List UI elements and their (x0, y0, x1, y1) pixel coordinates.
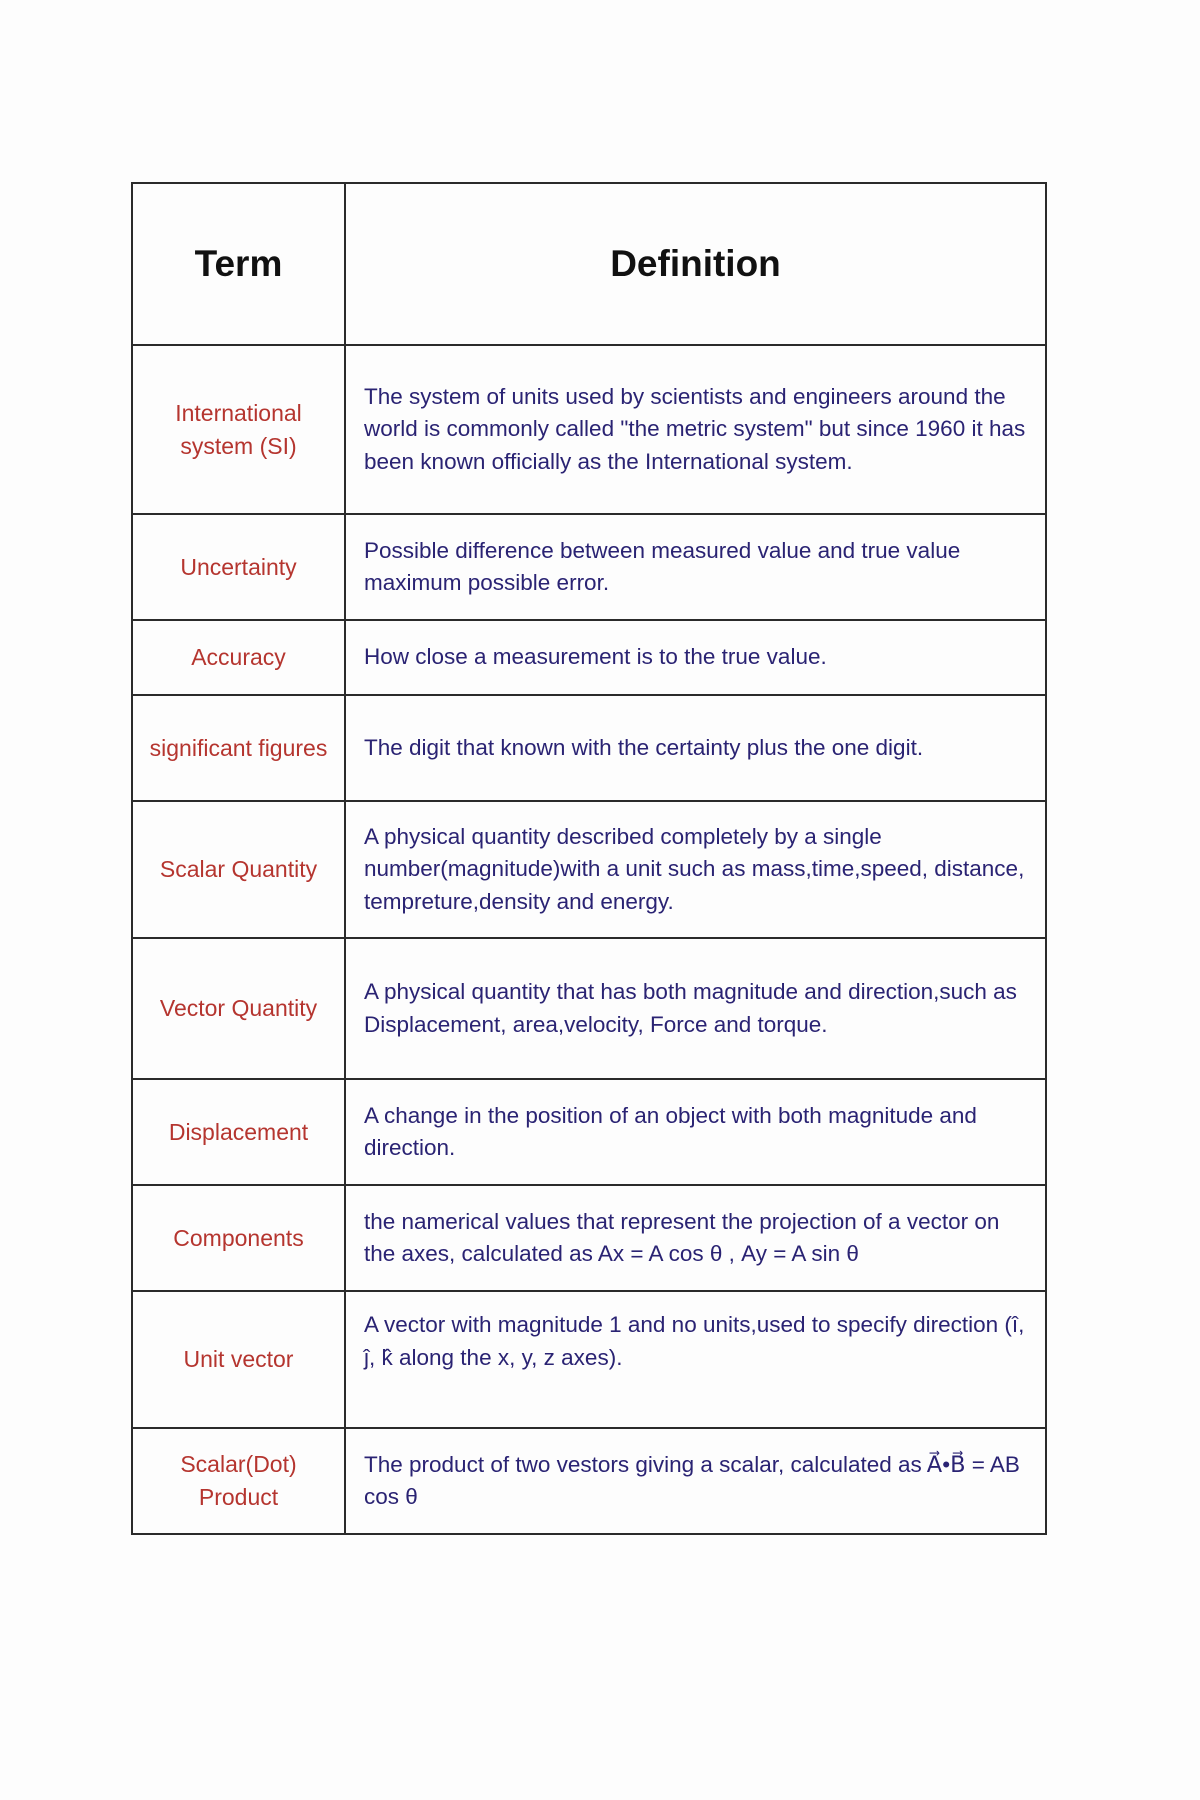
term-cell: Vector Quantity (132, 938, 345, 1079)
term-cell: Scalar(Dot) Product (132, 1428, 345, 1534)
table-row (132, 695, 1046, 801)
term-cell: Accuracy (132, 620, 345, 695)
term-cell: Unit vector (132, 1291, 345, 1428)
definition-cell: A change in the position of an object with both magnitude and direction. (345, 1079, 1046, 1185)
definition-text: A vector with magnitude 1 and no units,used to specify direction (î, ĵ, k̂ along the x, y, z axes). (364, 1312, 1025, 1370)
definition-cell: The product of two vestors giving a scalar, calculated as A⃗•B⃗ = AB cos θ (345, 1428, 1046, 1534)
term-cell: International system (SI) (132, 345, 345, 514)
term-cell: Uncertainty (132, 514, 345, 620)
definition-cell: The digit that known with the certainty plus the one digit. (345, 695, 1046, 801)
glossary-table (131, 182, 1047, 1535)
term-cell: Components (132, 1185, 345, 1291)
table-row (132, 1291, 1046, 1428)
definition-cell: Possible difference between measured value and true value maximum possible error. (345, 514, 1046, 620)
table-row (132, 938, 1046, 1079)
definition-cell: A physical quantity that has both magnitude and direction,such as Displacement, area,velocity, Force and torque. (345, 938, 1046, 1079)
definition-cell (345, 1291, 1046, 1428)
table-row (132, 1428, 1046, 1534)
term-cell: Displacement (132, 1079, 345, 1185)
definition-column-header: Definition (345, 183, 1046, 345)
table-row (132, 1079, 1046, 1185)
definition-cell: The system of units used by scientists and engineers around the world is commonly called "the metric system" but since 1960 it has been known officially as the International system. (345, 345, 1046, 514)
definition-cell: A physical quantity described completely by a single number(magnitude)with a unit such as mass,time,speed, distance, tempreture,density and energy. (345, 801, 1046, 938)
definition-cell: How close a measurement is to the true value. (345, 620, 1046, 695)
term-cell: significant figures (132, 695, 345, 801)
table-row (132, 801, 1046, 938)
table-row (132, 514, 1046, 620)
definition-cell: the namerical values that represent the projection of a vector on the axes, calculated as Ax = A cos θ , Ay = A sin θ (345, 1185, 1046, 1291)
term-column-header: Term (132, 183, 345, 345)
table-row (132, 1185, 1046, 1291)
term-cell: Scalar Quantity (132, 801, 345, 938)
table-row (132, 345, 1046, 514)
table-row (132, 620, 1046, 695)
header-row (132, 183, 1046, 345)
